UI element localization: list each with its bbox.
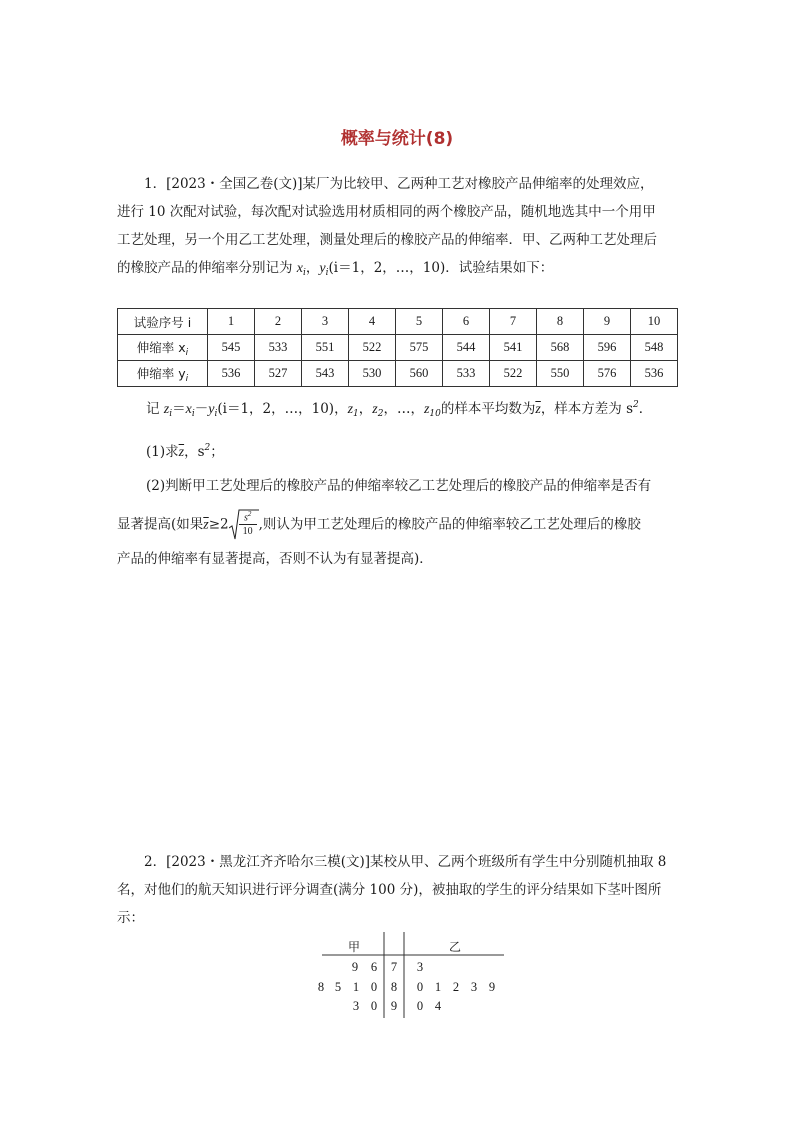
table-cell: 533 xyxy=(255,335,302,361)
q2-line-3: 示： xyxy=(117,910,144,926)
stem-row xyxy=(318,999,508,1019)
table-cell: 2 xyxy=(255,309,302,335)
table-cell: 545 xyxy=(208,335,255,361)
leaf: 3 xyxy=(352,999,360,1013)
table-cell: 3 xyxy=(302,309,349,335)
right-header: 乙 xyxy=(449,940,462,954)
table-cell: 575 xyxy=(396,335,443,361)
table-cell: 527 xyxy=(255,361,302,387)
leaf: 4 xyxy=(434,999,442,1013)
leaf: 5 xyxy=(334,980,342,994)
question-1-stem xyxy=(117,170,679,287)
leaf: 3 xyxy=(416,960,424,974)
leaf: 1 xyxy=(434,980,442,994)
question-part-2-line-2: 显著提高(如果$\overline{z}\ge 2$ $\frac{s^2}{10}$ ,则认为甲工艺处理后的橡胶产品的伸缩率较乙工艺处理后的橡胶 xyxy=(117,508,679,542)
question-part-1: (1)求$\overline{z}$，$s^2$； xyxy=(146,443,224,460)
table-cell: 536 xyxy=(631,361,678,387)
left-header: 甲 xyxy=(348,940,361,954)
leaf: 6 xyxy=(370,960,378,974)
leaf: 2 xyxy=(452,980,460,994)
question-part-2-line-1: (2)判断甲工艺处理后的橡胶产品的伸缩率较乙工艺处理后的橡胶产品的伸缩率是否有 xyxy=(146,478,652,494)
leaf: 0 xyxy=(370,980,378,994)
table-cell: 530 xyxy=(349,361,396,387)
sqrt-fraction-formula: $\frac{s^2}{10}$ xyxy=(229,508,259,542)
leaf: 0 xyxy=(370,999,378,1013)
q1-line-3: 工艺处理，另一个用乙工艺处理，测量处理后的橡胶产品的伸缩率．甲、乙两种工艺处理后 xyxy=(117,232,657,248)
table-cell: 543 xyxy=(302,361,349,387)
definition-note: 记 $z_i=x_i-y_i(i=1$，2，…，10)，$z_1$，$z_2$，…，$z_{10}$的样本平均数为$\overline{z}$，样本方差为 $s^2$． xyxy=(146,400,653,419)
table-cell: 596 xyxy=(584,335,631,361)
table-row-x xyxy=(118,335,678,361)
question-2-stem xyxy=(117,848,679,932)
leaf: 3 xyxy=(470,980,478,994)
table-cell: 7 xyxy=(490,309,537,335)
stem: 9 xyxy=(390,999,398,1013)
table-header-index: 试验序号 i xyxy=(118,309,208,335)
q1-line-4: 的橡胶产品的伸缩率分别记为 $x_i$，$y_i(i=1$，2，…，10)．试验结果如下： xyxy=(117,260,554,278)
data-table xyxy=(117,308,678,387)
table-cell: 576 xyxy=(584,361,631,387)
table-header-x: 伸缩率 $x_i$ xyxy=(118,335,208,361)
table-row-y xyxy=(118,361,678,387)
table-cell: 536 xyxy=(208,361,255,387)
stem-and-leaf-plot xyxy=(318,932,508,1022)
table-cell: 551 xyxy=(302,335,349,361)
table-cell: 548 xyxy=(631,335,678,361)
table-cell: 550 xyxy=(537,361,584,387)
leaf: 0 xyxy=(416,980,424,994)
leaf: 9 xyxy=(351,960,359,974)
table-cell: 568 xyxy=(537,335,584,361)
table-cell: 533 xyxy=(443,361,490,387)
table-cell: 522 xyxy=(349,335,396,361)
table-cell: 8 xyxy=(537,309,584,335)
table-cell: 560 xyxy=(396,361,443,387)
table-cell: 5 xyxy=(396,309,443,335)
table-cell: 544 xyxy=(443,335,490,361)
table-header-y: 伸缩率 $y_i$ xyxy=(118,361,208,387)
leaf: 8 xyxy=(317,980,325,994)
page-title: 概率与统计(8) xyxy=(340,129,454,149)
table-cell: 9 xyxy=(584,309,631,335)
stem: 8 xyxy=(390,980,398,994)
table-cell: 522 xyxy=(490,361,537,387)
leaf: 1 xyxy=(352,980,360,994)
table-cell: 1 xyxy=(208,309,255,335)
table-cell: 541 xyxy=(490,335,537,361)
q1-line-2: 进行 10 次配对试验，每次配对试验选用材质相同的两个橡胶产品，随机地选其中一个用甲 xyxy=(117,204,656,220)
q2-line-2: 名，对他们的航天知识进行评分调查(满分 100 分)，被抽取的学生的评分结果如下茎叶图所 xyxy=(117,882,662,898)
stem: 7 xyxy=(390,960,398,974)
table-cell: 6 xyxy=(443,309,490,335)
table-cell: 10 xyxy=(631,309,678,335)
leaf: 0 xyxy=(416,999,424,1013)
table-cell: 4 xyxy=(349,309,396,335)
stem-row xyxy=(318,960,508,980)
q2-line-1: 2．[2023・黑龙江齐齐哈尔三模(文)]某校从甲、乙两个班级所有学生中分别随机抽取 8 xyxy=(144,854,667,870)
leaf: 9 xyxy=(488,980,496,994)
question-part-2-line-3: 产品的伸缩率有显著提高，否则不认为有显著提高)． xyxy=(117,551,433,567)
stem-row xyxy=(318,980,508,1000)
q1-line-1: 1．[2023・全国乙卷(文)]某厂为比较甲、乙两种工艺对橡胶产品伸缩率的处理效应， xyxy=(144,176,654,192)
table-row-index xyxy=(118,309,678,335)
